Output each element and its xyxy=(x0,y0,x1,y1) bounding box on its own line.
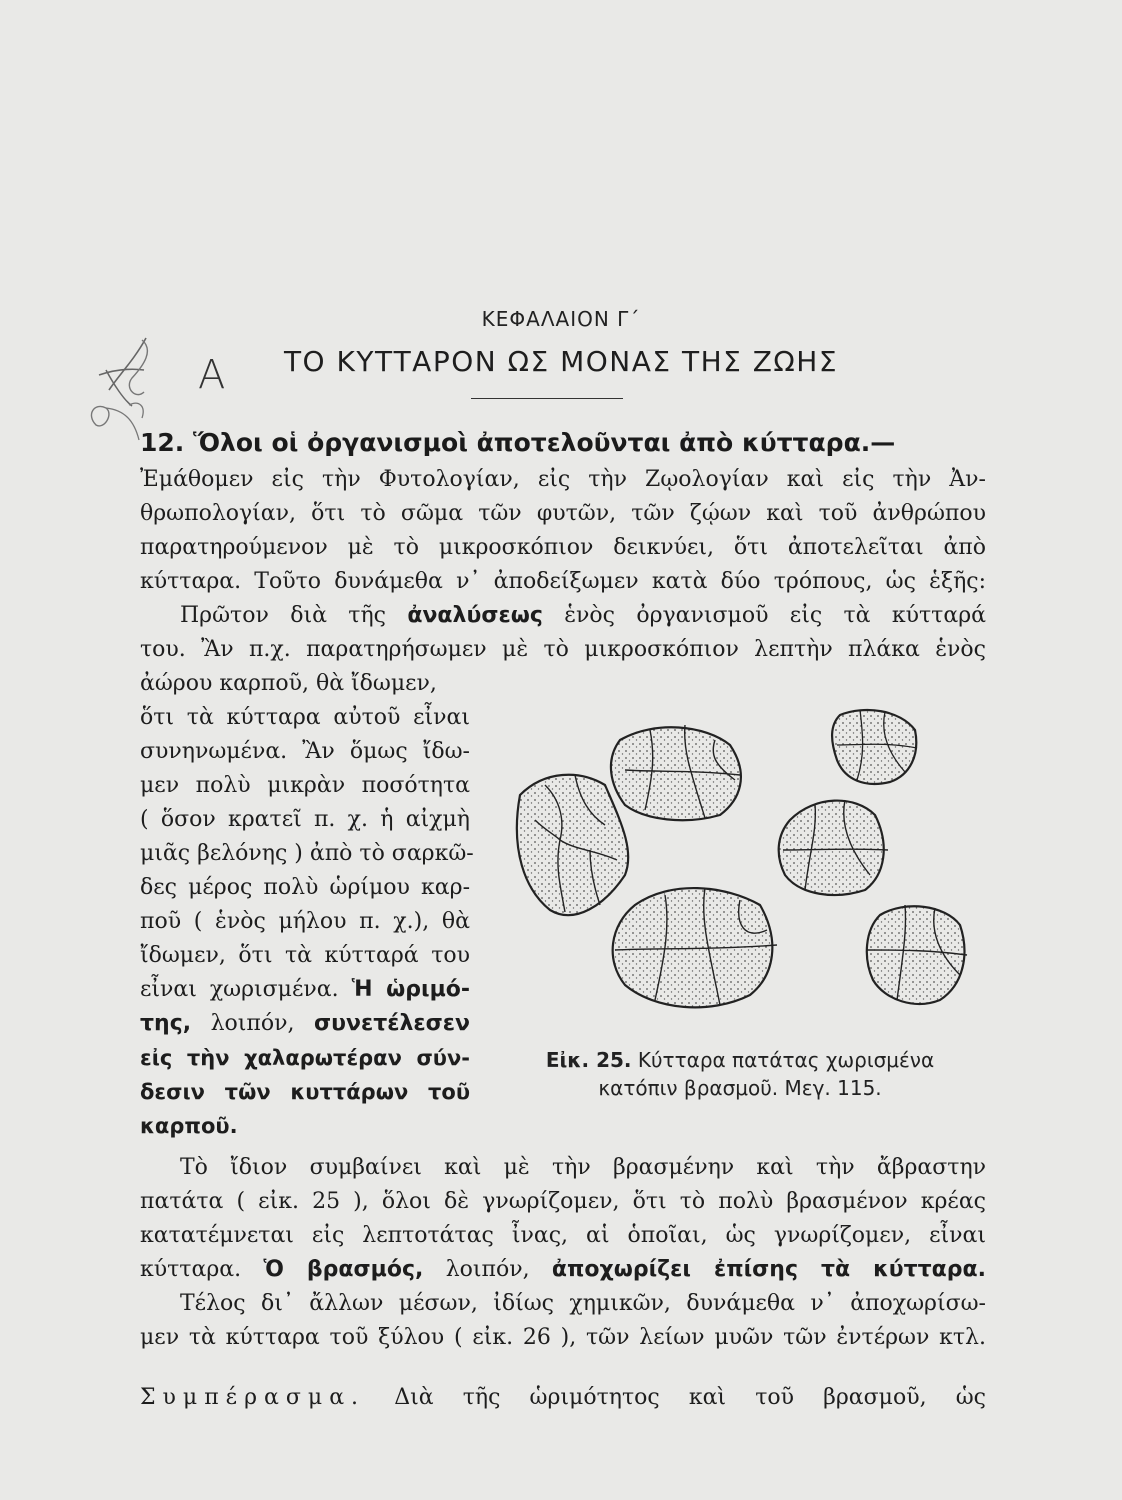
text-span: Τὸ ἴδιον συμβαίνει καὶ μὲ τὴν βρασμένην καὶ τὴν ἄβραστην xyxy=(180,1155,986,1180)
title-divider xyxy=(471,398,623,399)
paragraph-line: εἰς τὴν χαλαρωτέραν σύν- xyxy=(140,1046,470,1070)
text-span: λοιπόν, xyxy=(210,1011,295,1036)
cell-cluster-6 xyxy=(867,905,967,1004)
paragraph-line: κατατέμνεται εἰς λεπτοτάτας ἶνας, αἱ ὁποῖαι, ὡς γνωρίζομεν, εἶναι xyxy=(140,1223,986,1248)
paragraph-line: Ἐμάθομεν εἰς τὴν Φυτολογίαν, εἰς τὴν Ζῳολογίαν καὶ εἰς τὴν Ἀν- xyxy=(140,467,986,492)
text-span: εἶναι χωρισμένα. xyxy=(140,977,339,1002)
paragraph-line: κύτταρα. Τοῦτο δυνάμεθα ν᾿ ἀποδείξωμεν κατὰ δύο τρόπους, ὡς ἑξῆς: xyxy=(140,569,986,594)
paragraph-line: ( ὅσον κρατεῖ π. χ. ἡ αἰχμὴ xyxy=(140,807,470,832)
bold-term: Ἡ ὡριμό- xyxy=(351,977,471,1002)
paragraph-line: ὅτι τὰ κύτταρα αὐτοῦ εἶναι xyxy=(140,705,470,730)
section-heading: 12. Ὅλοι οἱ ὀργανισμοὶ ἀποτελοῦνται ἀπὸ κύτταρα.— xyxy=(140,428,896,457)
caption-line-1 xyxy=(490,1046,990,1074)
paragraph-line xyxy=(140,1289,986,1319)
paragraph-line: ἴδωμεν, ὅτι τὰ κύτταρά του xyxy=(140,943,470,968)
paragraph-line: παρατηρούμενον μὲ τὸ μικροσκόπιον δεικνύει, ὅτι ἀποτελεῖται ἀπὸ xyxy=(140,535,986,560)
paragraph-line: μεν τὰ κύτταρα τοῦ ξύλου ( εἰκ. 26 ), τῶν λείων μυῶν τῶν ἐντέρων κτλ. xyxy=(140,1325,986,1350)
cell-cluster-5 xyxy=(613,888,777,1007)
chapter-label: ΚΕΦΑΛΑΙΟΝ Γ΄ xyxy=(481,307,641,331)
conclusion-label: Συμπέρασμα. xyxy=(140,1385,366,1410)
paragraph-line: του. Ἂν π.χ. παρατηρήσωμεν μὲ τὸ μικροσκόπιον λεπτὴν πλάκα ἑνὸς xyxy=(140,637,986,662)
paragraph-line xyxy=(140,601,986,631)
paragraph-line: μεν πολὺ μικρὰν ποσότητα xyxy=(140,773,470,798)
text-span: Τέλος δι᾿ ἄλλων μέσων, ἰδίως χημικῶν, δυνάμεθα ν᾿ ἀποχωρίσω- xyxy=(180,1291,986,1316)
text-span: ἑνὸς ὀργανισμοῦ εἰς τὰ κύτταρά xyxy=(564,603,986,628)
paragraph-line: μιᾶς βελόνης ) ἀπὸ τὸ σαρκῶ- xyxy=(140,841,474,866)
text-span: Πρῶτον διὰ τῆς xyxy=(180,603,386,628)
bold-term: συνετέλεσεν xyxy=(313,1011,471,1036)
paragraph-line: θρωπολογίαν, ὅτι τὸ σῶμα τῶν φυτῶν, τῶν ζῴων καὶ τοῦ ἀνθρώπου xyxy=(140,501,986,526)
conclusion-text: Διὰ τῆς ὡριμότητος καὶ τοῦ βρασμοῦ, ὡς xyxy=(394,1385,986,1410)
paragraph-line xyxy=(140,975,470,1005)
text-span: κύτταρα. xyxy=(140,1257,242,1282)
paragraph-line: ἀώρου καρποῦ, θὰ ἴδωμεν, xyxy=(140,671,437,696)
paragraph-line: συνηνωμένα. Ἂν ὅμως ἴδω- xyxy=(140,739,470,764)
paragraph-line xyxy=(140,1009,470,1039)
caption-line-2: κατόπιν βρασμοῦ. Μεγ. 115. xyxy=(598,1076,882,1100)
paragraph-line: πατάτα ( εἰκ. 25 ), ὅλοι δὲ γνωρίζομεν, ὅτι τὸ πολὺ βρασμένον κρέας xyxy=(140,1189,986,1214)
caption-text: Κύτταρα πατάτας χωρισμένα xyxy=(637,1048,935,1072)
paragraph-line xyxy=(140,1153,986,1183)
potato-cells-figure xyxy=(505,700,985,1030)
bold-term: ἀναλύσεως xyxy=(407,603,543,628)
cell-cluster-3 xyxy=(832,710,917,784)
paragraph-line xyxy=(140,1255,986,1285)
chapter-title: ΤΟ ΚΥΤΤΑΡΟΝ ΩΣ ΜΟΝΑΣ ΤΗΣ ΖΩΗΣ xyxy=(283,345,839,378)
text-span: λοιπόν, xyxy=(445,1257,530,1282)
bold-term: της, xyxy=(140,1011,192,1036)
cell-cluster-4 xyxy=(779,800,888,895)
bold-term: ἀποχωρίζει ἐπίσης τὰ κύτταρα. xyxy=(551,1257,986,1282)
bold-term: Ὁ βρασμός, xyxy=(263,1257,424,1282)
figure-label: Εἰκ. 25. xyxy=(545,1048,632,1072)
cell-cluster-2 xyxy=(611,725,741,820)
conclusion-line xyxy=(140,1383,986,1413)
paragraph-line: ποῦ ( ἑνὸς μήλου π. χ.), θὰ xyxy=(140,909,470,934)
paragraph-line: δες μέρος πολὺ ὡρίμου καρ- xyxy=(140,875,470,900)
cell-cluster-1 xyxy=(517,775,628,915)
paragraph-line: καρποῦ. xyxy=(140,1114,238,1138)
paragraph-line: δεσιν τῶν κυττάρων τοῦ xyxy=(140,1080,470,1104)
margin-letter: Α xyxy=(198,352,226,398)
figure-caption xyxy=(490,1046,990,1102)
